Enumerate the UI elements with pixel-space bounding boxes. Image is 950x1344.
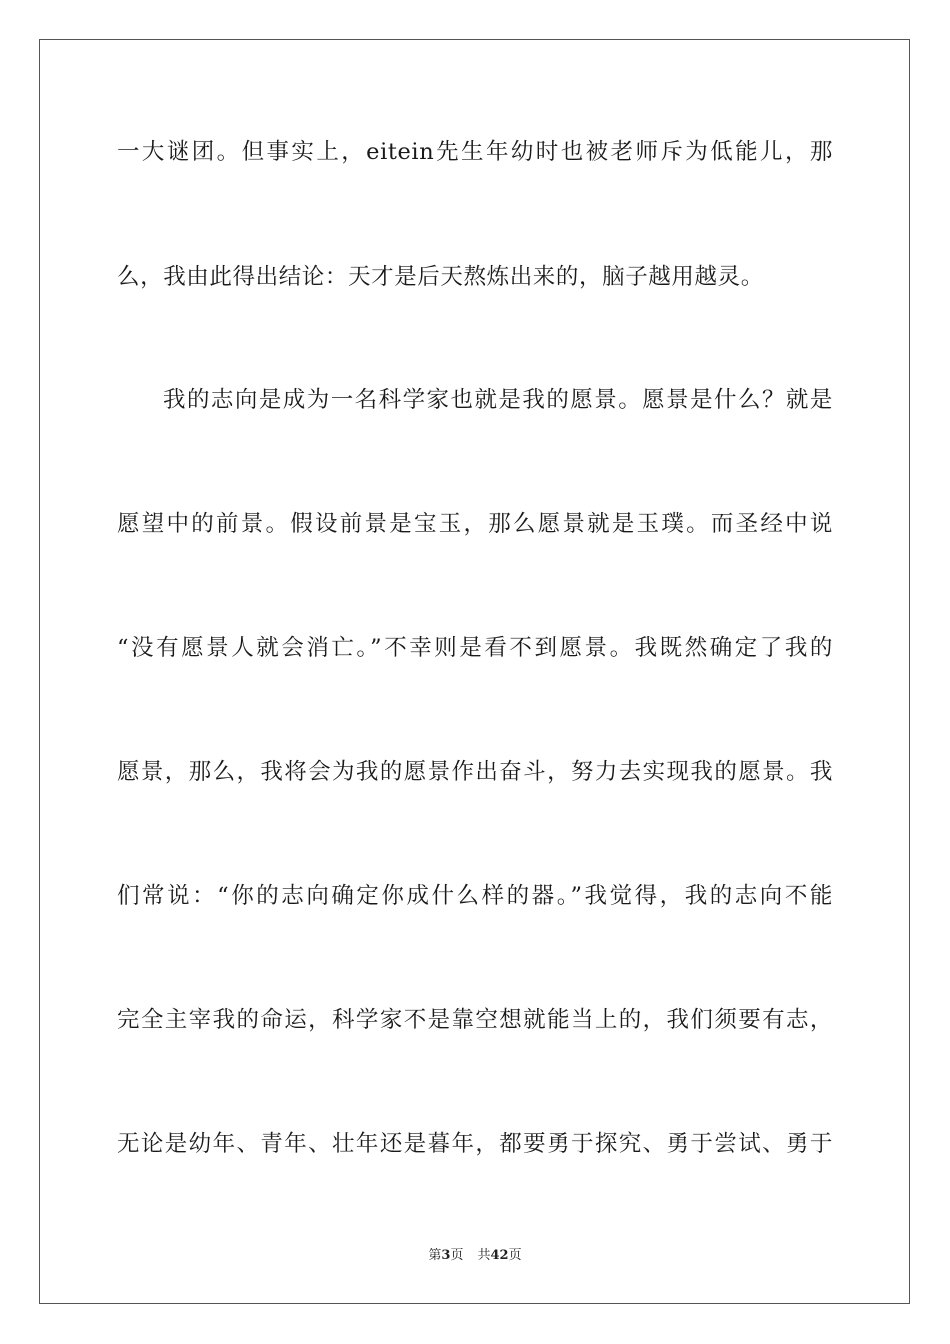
total-prefix: 共 [477,1248,491,1263]
text-line-2: 么，我由此得出结论：天才是后天熬炼出来的，脑子越用越灵。 [117,264,764,290]
total-suffix: 页 [508,1248,522,1263]
text-line-4: 愿望中的前景。假设前景是宝玉，那么愿景就是玉璞。而圣经中说 [117,511,833,537]
page-border [39,39,910,1304]
text-line-8: 完全主宰我的命运，科学家不是靠空想就能当上的，我们须要有志， [117,1007,833,1033]
text-line-9: 无论是幼年、青年、壮年还是暮年，都要勇于探究、勇于尝试、勇于 [117,1131,833,1157]
text-line-1: 一大谜团。但事实上，eitein先生年幼时也被老师斥为低能儿，那 [117,139,833,165]
text-line-6: 愿景，那么，我将会为我的愿景作出奋斗，努力去实现我的愿景。我 [117,759,833,785]
page-footer [0,1247,950,1265]
page-number: 3 [441,1248,451,1263]
total-pages: 42 [490,1248,509,1263]
page-suffix: 页 [450,1248,464,1263]
page-prefix: 第 [428,1248,442,1263]
text-line-3: 我的志向是成为一名科学家也就是我的愿景。愿景是什么？就是 [163,387,833,413]
text-line-5: “没有愿景人就会消亡。”不幸则是看不到愿景。我既然确定了我的 [117,635,833,661]
text-line-7: 们常说：“你的志向确定你成什么样的器。”我觉得，我的志向不能 [117,883,833,909]
